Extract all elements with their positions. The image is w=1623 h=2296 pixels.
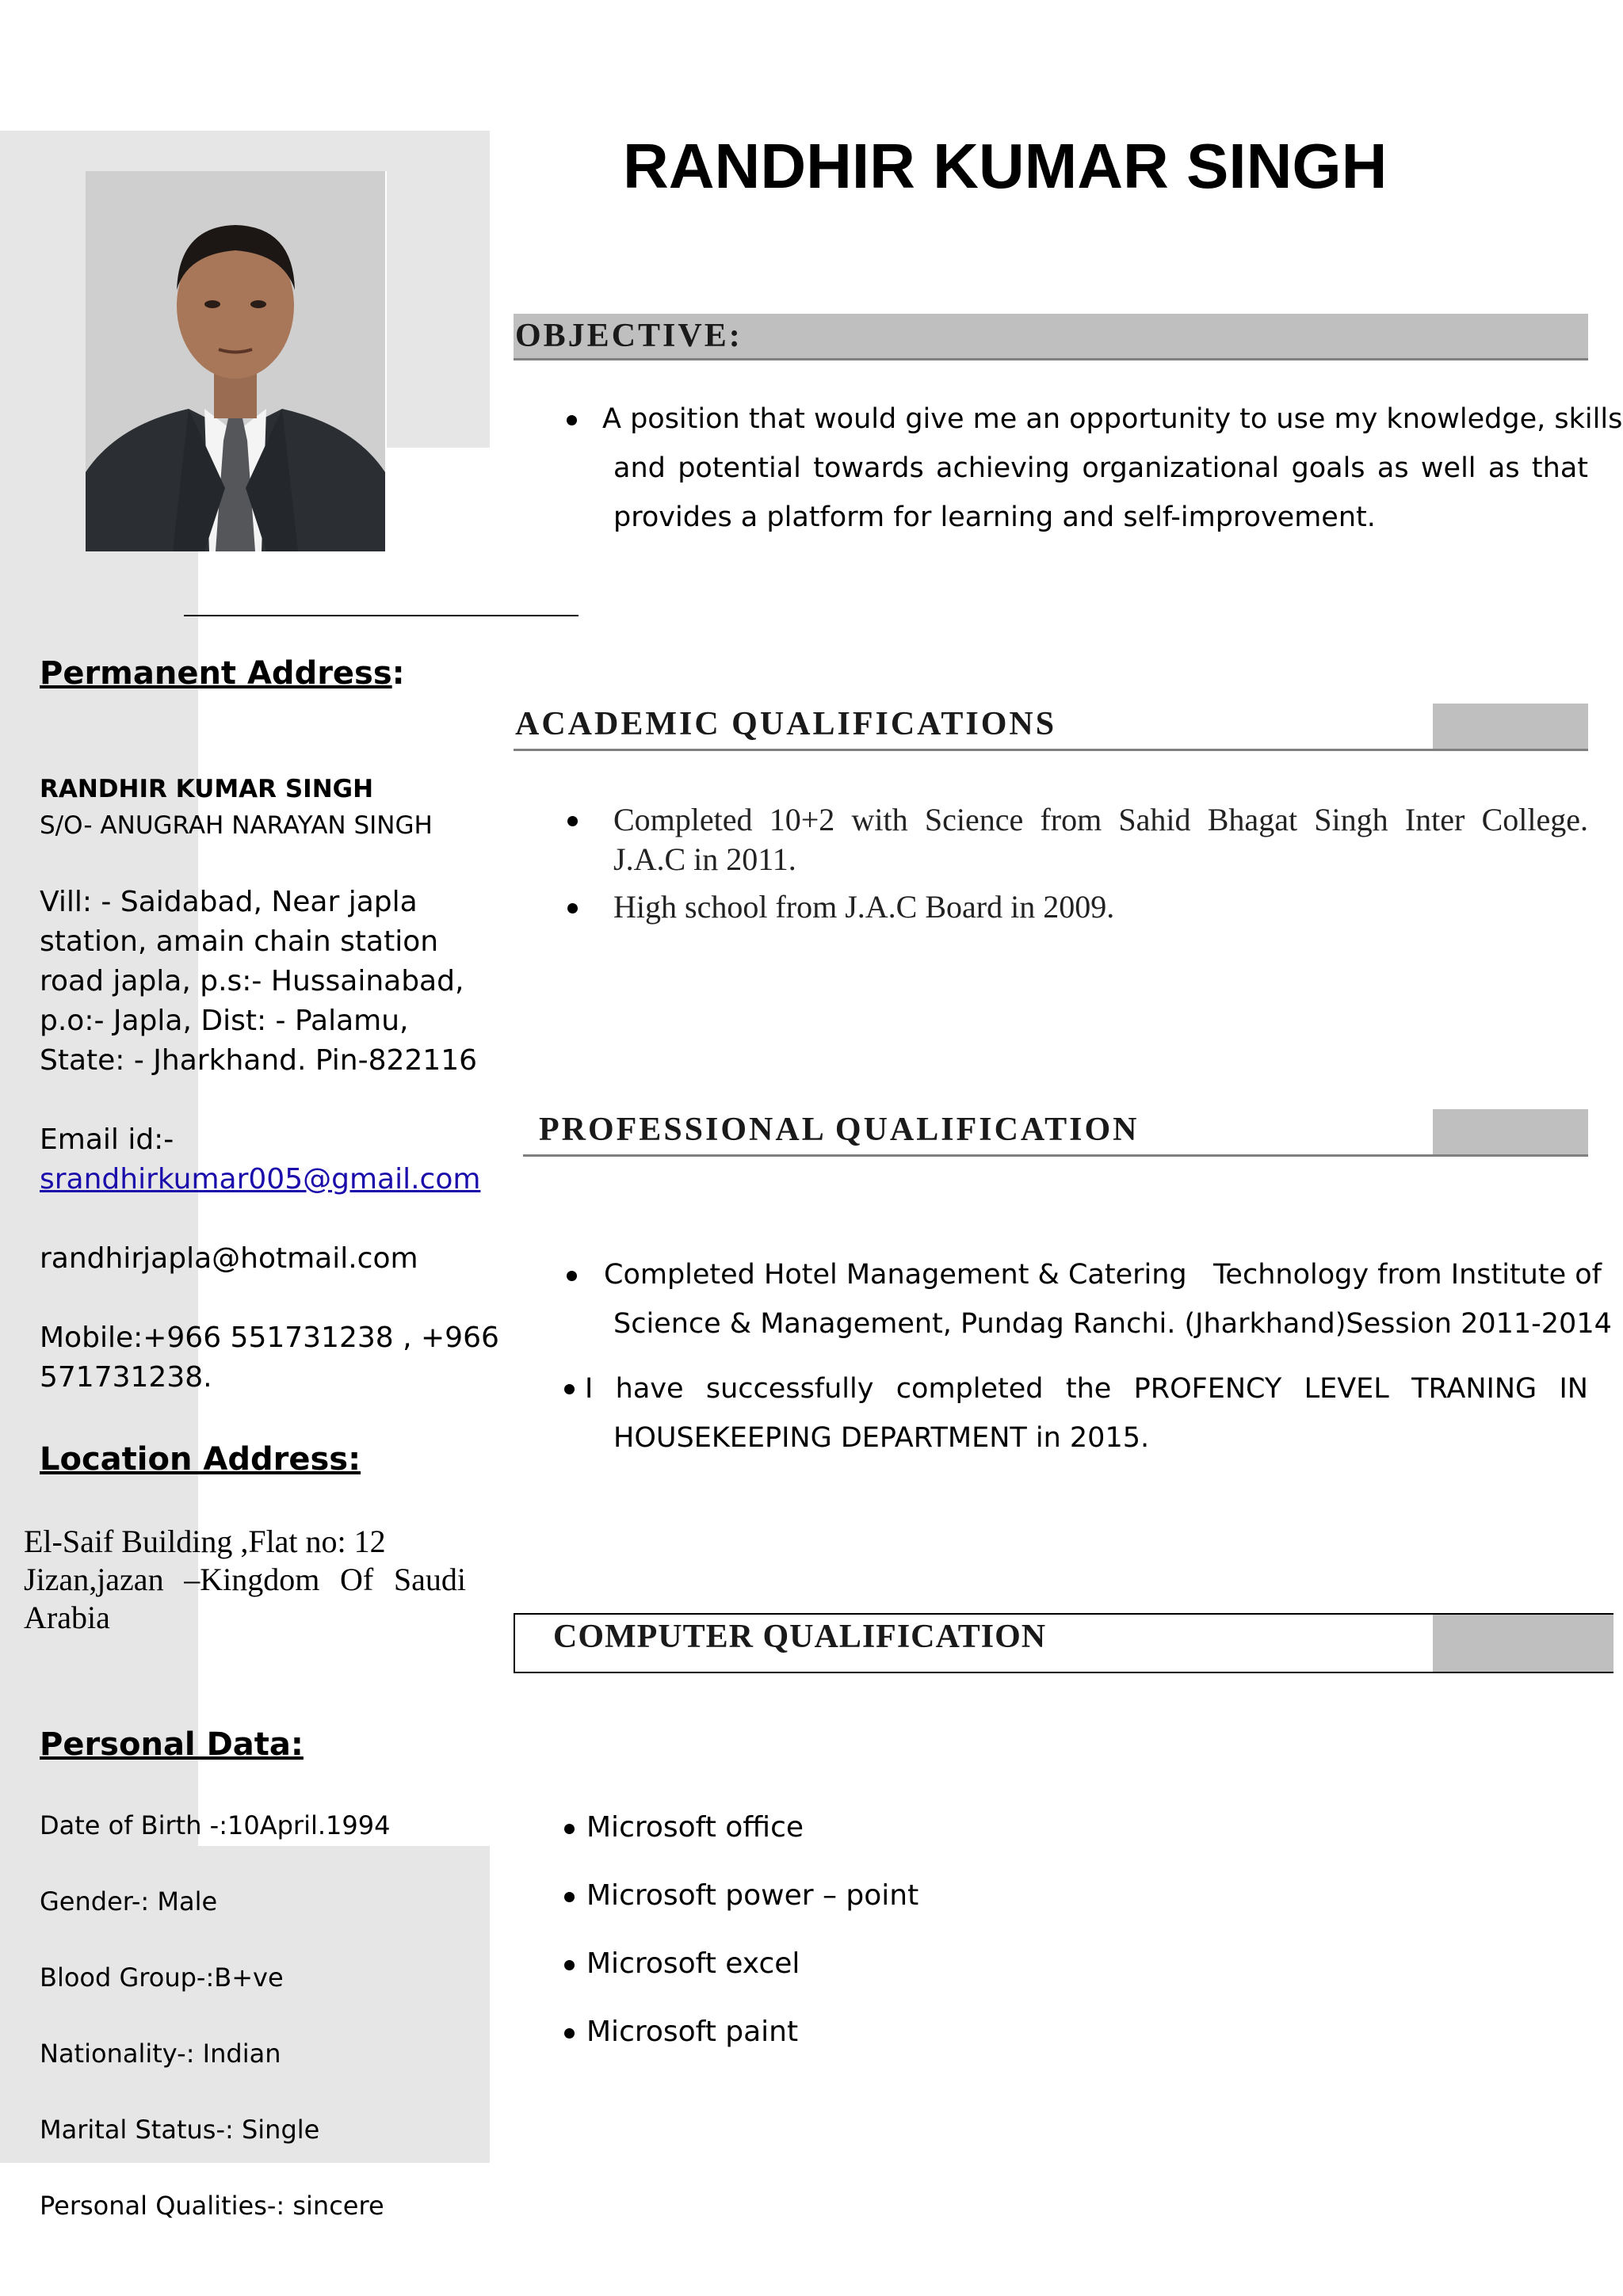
mobile-line-2: 571731238. bbox=[40, 1361, 212, 1394]
objective-line-1: A position that would give me an opportunity to use my knowledge, skills bbox=[602, 403, 1623, 435]
address-line: p.o:- Japla, Dist: - Palamu, bbox=[40, 1005, 409, 1037]
professional-item-2-line-2: HOUSEKEEPING DEPARTMENT in 2015. bbox=[613, 1422, 1150, 1454]
personal-data-item: Gender-: Male bbox=[40, 1886, 218, 1917]
bullet-icon bbox=[567, 1271, 577, 1281]
address-line: State: - Jharkhand. Pin-822116 bbox=[40, 1044, 478, 1077]
personal-data-item: Date of Birth -:10April.1994 bbox=[40, 1810, 391, 1840]
location-line-2: Jizan,jazan –Kingdom Of Saudi bbox=[24, 1562, 466, 1597]
email-secondary: randhirjapla@hotmail.com bbox=[40, 1242, 418, 1275]
professional-header-bar bbox=[1433, 1109, 1588, 1155]
address-parent: S/O- ANUGRAH NARAYAN SINGH bbox=[40, 811, 433, 840]
person-portrait-icon bbox=[86, 171, 385, 551]
permanent-address-heading-text: Permanent Address bbox=[40, 655, 392, 692]
computer-header-bar bbox=[1433, 1615, 1613, 1672]
academic-heading: ACADEMIC QUALIFICATIONS bbox=[515, 706, 1057, 742]
bullet-icon bbox=[567, 415, 577, 425]
bullet-icon bbox=[564, 1384, 575, 1394]
location-address-heading: Location Address: bbox=[40, 1441, 361, 1478]
objective-header-rule bbox=[514, 358, 1588, 360]
personal-data-item: Personal Qualities-: sincere bbox=[40, 2191, 384, 2221]
computer-item: Microsoft excel bbox=[586, 1947, 800, 1980]
bullet-icon bbox=[567, 903, 578, 913]
address-line: Vill: - Saidabad, Near japla bbox=[40, 886, 418, 918]
personal-data-item: Blood Group-:B+ve bbox=[40, 1962, 284, 1993]
objective-heading: OBJECTIVE: bbox=[515, 318, 743, 354]
photo-divider bbox=[184, 615, 579, 616]
academic-item-1-line-2: J.A.C in 2011. bbox=[613, 841, 796, 877]
bullet-icon bbox=[567, 816, 578, 826]
objective-line-2: and potential towards achieving organizational goals as well as that bbox=[613, 452, 1588, 484]
address-name: RANDHIR KUMAR SINGH bbox=[40, 775, 374, 803]
bullet-icon bbox=[564, 1892, 575, 1902]
mobile-line-1: Mobile:+966 551731238 , +966 bbox=[40, 1322, 499, 1354]
academic-header-rule bbox=[514, 749, 1588, 751]
address-line: road japla, p.s:- Hussainabad, bbox=[40, 965, 464, 997]
computer-item: Microsoft power – point bbox=[586, 1879, 919, 1912]
permanent-address-heading-colon: : bbox=[391, 655, 405, 692]
academic-item-1-line-1: Completed 10+2 with Science from Sahid Bhagat Singh Inter College. bbox=[613, 802, 1588, 837]
bullet-icon bbox=[564, 1824, 575, 1834]
professional-heading: PROFESSIONAL QUALIFICATION bbox=[539, 1112, 1140, 1148]
computer-heading: COMPUTER QUALIFICATION bbox=[553, 1619, 1047, 1655]
academic-item-2: High school from J.A.C Board in 2009. bbox=[613, 889, 1115, 925]
personal-data-item: Marital Status-: Single bbox=[40, 2115, 320, 2145]
professional-item-1-line-2: Science & Management, Pundag Ranchi. (Jharkhand)Session 2011-2014 bbox=[613, 1308, 1612, 1340]
personal-data-item: Nationality-: Indian bbox=[40, 2039, 281, 2069]
address-line: station, amain chain station bbox=[40, 925, 439, 958]
bullet-icon bbox=[564, 2028, 575, 2039]
personal-data-heading: Personal Data: bbox=[40, 1726, 304, 1763]
location-line-1: El-Saif Building ,Flat no: 12 bbox=[24, 1524, 386, 1559]
email-label: Email id:- bbox=[40, 1123, 174, 1156]
page-title: RANDHIR KUMAR SINGH bbox=[623, 131, 1388, 201]
professional-header-rule bbox=[523, 1154, 1588, 1157]
professional-item-2-line-1: I have successfully completed the PROFENCY LEVEL TRANING IN bbox=[585, 1373, 1588, 1405]
location-line-3: Arabia bbox=[24, 1600, 110, 1635]
bullet-icon bbox=[564, 1960, 575, 1970]
permanent-address-heading bbox=[40, 653, 405, 694]
computer-item: Microsoft paint bbox=[586, 2016, 799, 2048]
profile-photo bbox=[86, 171, 387, 551]
academic-header-bar bbox=[1433, 704, 1588, 749]
computer-item: Microsoft office bbox=[586, 1811, 804, 1844]
professional-item-1-line-1: Completed Hotel Management & Catering Technology from Institute of bbox=[604, 1259, 1602, 1291]
objective-line-3: provides a platform for learning and self-improvement. bbox=[613, 502, 1376, 533]
email-link-primary[interactable]: srandhirkumar005@gmail.com bbox=[40, 1163, 481, 1196]
